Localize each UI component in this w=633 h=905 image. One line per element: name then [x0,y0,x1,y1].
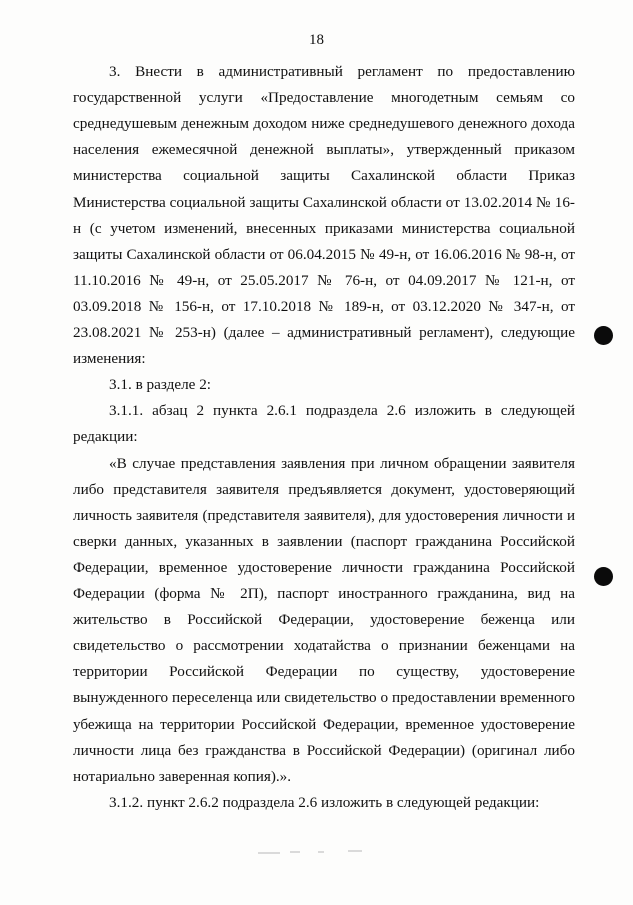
page-number: 18 [309,32,324,48]
text-line: защиты Сахалинской области от 06.04.2015 № 49-н, от 16.06.2016 № 98-н, от [73,245,575,263]
text-line: 3. Внести в административный регламент по предоставлению [109,63,575,80]
text-line: н (с учетом изменений, внесенных приказами министерства социальной [73,219,575,237]
text-line: 03.09.2018 № 156-н, от 17.10.2018 № 189-н, от 03.12.2020 № 347-н, от [73,297,575,315]
text-line: «В случае представления заявления при личном обращении заявителя [109,454,575,472]
text-line: изменения: [73,350,146,368]
text-line: редакции: [73,428,138,446]
text-line: 3.1.1. абзац 2 пункта 2.6.1 подраздела 2.6 изложить в следующей [109,402,575,420]
text-line: жительство в Российской Федерации, удостоверение беженца или [73,611,575,629]
text-line: Федерации, временное удостоверение личности гражданина Российской [73,558,575,576]
scan-smudge [348,850,362,852]
text-line: 23.08.2021 № 253-н) (далее – административный регламент), следующие [73,324,575,341]
text-line: свидетельство о рассмотрении ходатайства о признании беженцами на [73,637,575,655]
text-line: населения ежемесячной денежной выплаты», утвержденный приказом [73,141,575,159]
text-line: нотариально заверенная копия).». [73,767,292,785]
text-line: территории Российской Федерации по существу, удостоверение [73,663,575,681]
text-line: министерства социальной защиты Сахалинской области Приказ [73,167,575,185]
text-line: сверки данных, указанных в заявлении (паспорт гражданина Российской [73,532,575,550]
text-line: либо представителя заявителя предъявляется документ, удостоверяющий [73,480,575,498]
text-line: убежища на территории Российской Федерации, временное удостоверение [73,715,575,733]
text-line: среднедушевым денежным доходом ниже среднедушевого денежного дохода [73,115,575,133]
text-line: Федерации (форма № 2П), паспорт иностранного гражданина, вид на [73,585,575,602]
scan-smudge [258,852,280,854]
scan-smudge [290,851,300,853]
text-line: 3.1. в разделе 2: [109,376,212,394]
text-line: 3.1.2. пункт 2.6.2 подраздела 2.6 изложить в следующей редакции: [109,793,540,811]
text-line: личность заявителя (представителя заявителя), для удостоверения личности и [73,507,575,524]
punch-hole-top [594,326,613,345]
text-line: вынужденного переселенца или свидетельство о предоставлении временного [73,689,575,707]
punch-hole-bottom [594,567,613,586]
text-line: 11.10.2016 № 49-н, от 25.05.2017 № 76-н, от 04.09.2017 № 121-н, от [73,271,575,289]
text-line: личности лица без гражданства в Российской Федерации) (оригинал либо [73,741,575,759]
text-line: государственной услуги «Предоставление многодетным семьям со [73,89,575,107]
text-line: Министерства социальной защиты Сахалинской области от 13.02.2014 № 16- [73,193,575,211]
scan-smudge [318,851,324,853]
